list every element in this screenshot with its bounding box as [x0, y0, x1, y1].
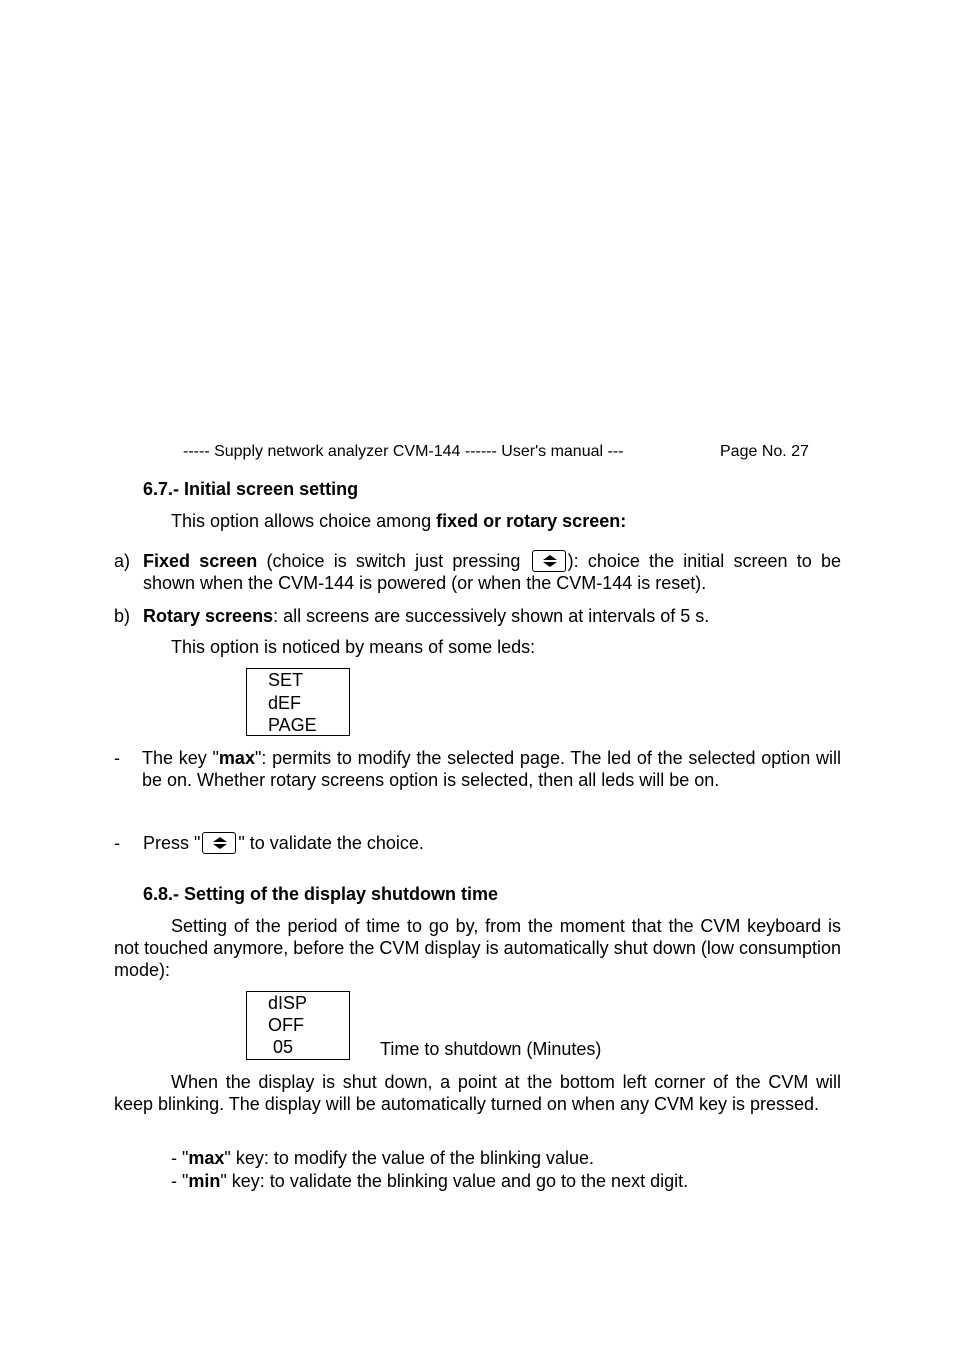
list-item-fixed-screen [143, 550, 841, 594]
page-header [183, 441, 623, 463]
section-6-7-intro [171, 510, 626, 532]
lcd-display-set-def-page [246, 668, 350, 736]
section-6-8-paragraph-2: When the display is shut down, a point at the bottom left corner of the CVM will keep blinking. The display will be automatically turned on when any CVM key is pressed. [114, 1072, 841, 1114]
header-title: ----- Supply network analyzer CVM-144 ------ User's manual --- [183, 443, 624, 460]
intro-bold-text: fixed or rotary screen: [436, 511, 627, 531]
max-key-description [142, 747, 841, 791]
dash-marker-1: - [114, 748, 120, 768]
lcd-caption: Time to shutdown (Minutes) [380, 1039, 602, 1059]
max-label: max [188, 1148, 225, 1168]
press-text: Press " [143, 833, 201, 853]
fixed-screen-text: (choice is switch just pressing [257, 551, 530, 571]
dash-marker-2: - [114, 833, 120, 853]
page-number: Page No. 27 [720, 443, 809, 460]
validate-choice-instruction [143, 832, 424, 854]
list-marker-b: b) [114, 606, 131, 626]
min-suffix: " key: to validate the blinking value and go to the next digit. [220, 1171, 689, 1191]
lcd-display-disp-off [246, 991, 350, 1060]
lcd-line-2: OFF [268, 1015, 304, 1035]
lcd-line-3: 05 [268, 1037, 294, 1057]
lcd-line-1: dISP [268, 993, 308, 1013]
leds-note: This option is noticed by means of some leds: [171, 637, 536, 657]
rotary-screens-label: Rotary screens [143, 606, 274, 626]
lcd-line-3: PAGE [268, 715, 317, 735]
max-key-label: max [218, 748, 255, 768]
max-key-instruction [171, 1147, 594, 1169]
lcd-line-1: SET [268, 670, 304, 690]
max-suffix: " key: to modify the value of the blinking value. [224, 1148, 595, 1168]
min-prefix: - " [171, 1171, 189, 1191]
lcd-line-2: dEF [268, 693, 302, 713]
up-down-arrow-key-icon [202, 832, 236, 854]
min-key-instruction [171, 1170, 688, 1192]
rotary-screens-text: : all screens are successively shown at intervals of 5 s. [273, 606, 710, 626]
max-key-text-continued: ": permits to modify the selected page. The led of the selected option will be on. Whether rotary screens option is selected, then all leds will be on. [142, 748, 841, 790]
intro-text: This option allows choice among [171, 511, 437, 531]
max-prefix: - " [171, 1148, 189, 1168]
up-down-arrow-key-icon [532, 550, 566, 572]
section-heading-6-8: 6.8.- Setting of the display shutdown time [143, 884, 499, 904]
section-heading-6-7: 6.7.- Initial screen setting [143, 479, 359, 499]
max-key-text: The key " [142, 748, 219, 768]
validate-text: " to validate the choice. [238, 833, 424, 853]
min-label: min [188, 1171, 221, 1191]
list-item-rotary-screens [143, 605, 709, 627]
list-marker-a: a) [114, 551, 131, 571]
section-6-8-paragraph-1: Setting of the period of time to go by, from the moment that the CVM keyboard is not touched anymore, before the CVM display is automatically shut down (low consumption mode): [114, 916, 841, 980]
fixed-screen-text-continued: ): choice the initial screen to be shown when the CVM-144 is powered (or when the CVM-144 is reset). [143, 551, 841, 593]
fixed-screen-label: Fixed screen [143, 551, 258, 571]
